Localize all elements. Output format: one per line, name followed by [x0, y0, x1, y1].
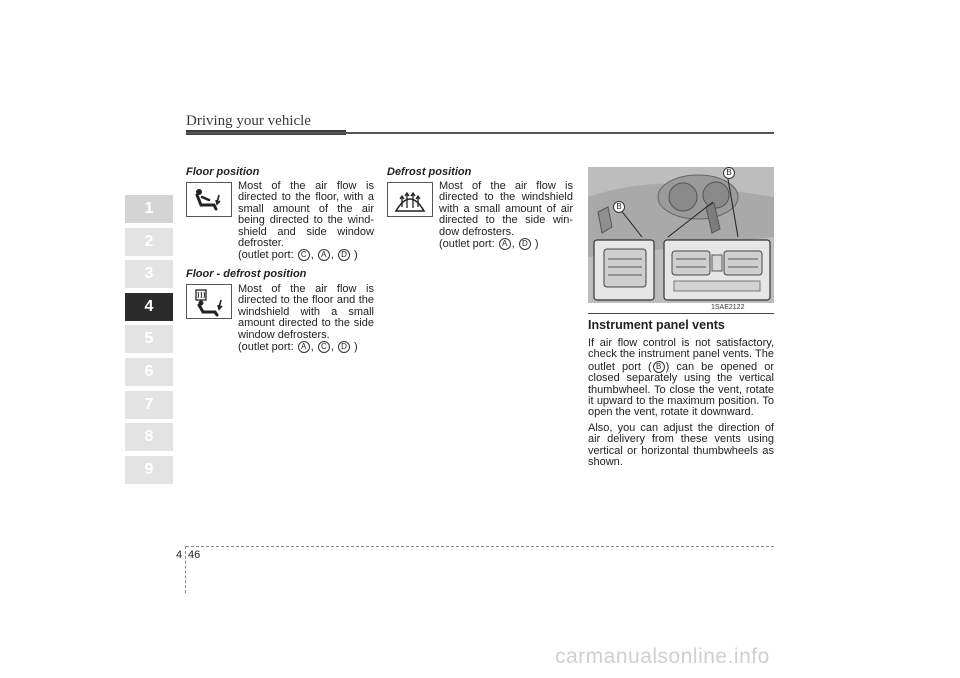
instrument-panel-vents-figure: [588, 167, 774, 303]
defrost-position-title: Defrost position: [387, 166, 472, 178]
paragraph-text: ) can be opened or closed separately using the vertical thumbwheel. To close the vent, rotate it upward to the maximum position. To open the vent, rotate it downward.: [588, 360, 774, 419]
instrument-paragraph-1: [588, 338, 774, 419]
port-prefix: (outlet port:: [238, 341, 294, 354]
defrost-position-text: [439, 181, 573, 250]
page-header-title: Driving your vehicle: [186, 113, 311, 129]
defrost-outlet-ports: (outlet port: A , D ): [439, 238, 539, 251]
port-label: D: [338, 249, 350, 261]
port-label: D: [519, 238, 531, 250]
footer-rule: [186, 546, 774, 547]
floor-position-text: [238, 181, 374, 262]
figure-label-b-left: B: [613, 201, 625, 213]
header-rule: [186, 132, 774, 134]
floor-outlet-ports: (outlet port: C , A , D ): [238, 249, 358, 262]
chapter-tab-6[interactable]: 6: [125, 358, 173, 386]
port-label: C: [318, 341, 330, 353]
chapter-tab-8[interactable]: 8: [125, 423, 173, 451]
page-chapter-number: 4: [176, 549, 183, 561]
port-label: D: [338, 341, 350, 353]
port-label: B: [653, 361, 665, 373]
floor-defrost-description: Most of the air flow is directed to the floor and the windshield with a small amount directed to the side window defrosters.: [238, 283, 374, 341]
footer-vertical-rule: [185, 546, 186, 593]
watermark-text: carmanualsonline.info: [555, 645, 770, 668]
port-label: A: [318, 249, 330, 261]
floor-defrost-text: [238, 284, 374, 353]
port-suffix: ): [354, 341, 358, 354]
floor-mode-icon: [186, 182, 232, 217]
figure-caption: 1SAE2122: [711, 304, 745, 311]
instrument-paragraph-2: Also, you can adjust the direction of air delivery from these vents using vertical or horizontal thumbwheels as shown.: [588, 421, 774, 469]
chapter-tab-7[interactable]: 7: [125, 391, 173, 419]
port-prefix: (outlet port:: [238, 249, 294, 262]
floor-description: Most of the air flow is directed to the floor, with a small amount of the air being directed to the wind- shield and side window defroster.: [238, 180, 374, 250]
port-prefix: (outlet port:: [439, 238, 495, 251]
chapter-tabs: [125, 195, 173, 488]
port-label: A: [499, 238, 511, 250]
instrument-panel-vents-text: [588, 338, 774, 468]
chapter-tab-5[interactable]: 5: [125, 325, 173, 353]
chapter-tab-9[interactable]: 9: [125, 456, 173, 484]
port-suffix: ): [354, 249, 358, 262]
chapter-tab-1[interactable]: 1: [125, 195, 173, 223]
floor-position-title: Floor position: [186, 166, 260, 178]
defrost-description: Most of the air flow is directed to the windshield with a small amount of air directed to the side win- dow defrosters.: [439, 180, 573, 238]
figure-label-b-right: B: [723, 167, 735, 179]
floor-defrost-mode-icon: [186, 284, 232, 319]
chapter-tab-4[interactable]: 4: [125, 293, 173, 321]
defrost-mode-icon: [387, 182, 433, 217]
chapter-tab-3[interactable]: 3: [125, 260, 173, 288]
floor-defrost-outlet-ports: (outlet port: A , C , D ): [238, 341, 358, 354]
instrument-panel-vents-heading: Instrument panel vents: [588, 318, 725, 332]
paragraph-text: If air flow control is not satisfactory, check the instrument panel vents. The outlet port (: [588, 337, 774, 373]
chapter-tab-2[interactable]: 2: [125, 228, 173, 256]
floor-defrost-title: Floor - defrost position: [186, 268, 307, 280]
port-suffix: ): [534, 238, 539, 251]
port-label: C: [298, 249, 310, 261]
figure-rule: [588, 313, 774, 314]
port-label: A: [298, 341, 310, 353]
page-number: 46: [188, 549, 201, 561]
